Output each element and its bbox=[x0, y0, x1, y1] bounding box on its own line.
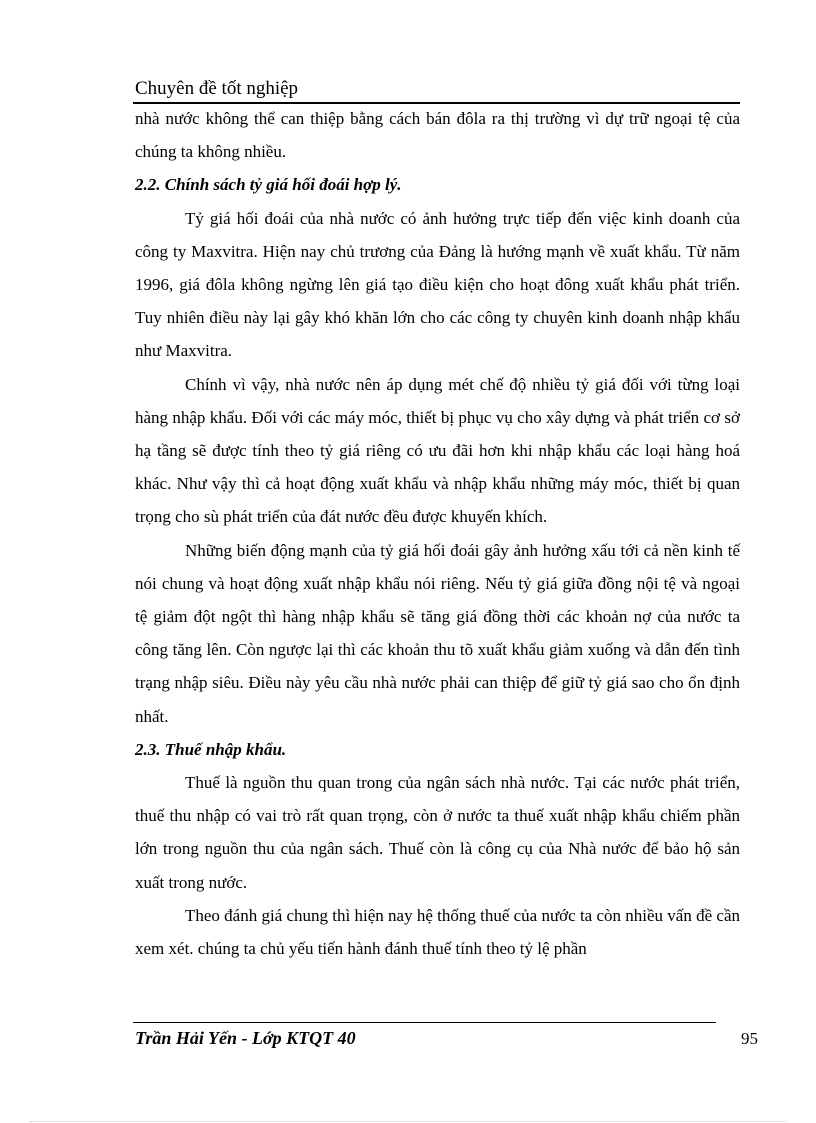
paragraph: Thuế là nguồn thu quan trong của ngân sách nhà nước. Tại các nước phát triển, thuế thu nhập có vai trò rất quan trọng, còn ở nước ta thuế xuất nhập khẩu chiếm phần lớn trong nguồn thu của ngân sách. Thuế còn là công cụ của Nhà nước để bảo hộ sản xuất trong nước. bbox=[135, 773, 740, 892]
paragraph: Những biến động mạnh của tỷ giá hối đoái gây ảnh hưởng xấu tới cả nền kinh tế nói chung và hoạt động xuất nhập khẩu nói riêng. Nếu tỷ giá giữa đồng nội tệ và ngoại tệ giảm đột ngột thì hàng nhập khẩu sẽ tăng giá đồng thời các khoản nợ của nước ta công tăng lên. Còn ngược lại thì các khoản thu tõ xuất khẩu giảm xuống và dẫn đến tình trạng nhập siêu. Điều này yêu cầu nhà nước phải can thiệp để giữ tỷ giá sao cho ổn định nhất. bbox=[135, 540, 740, 726]
footer-author: Trần Hải Yến - Lớp KTQT 40 bbox=[135, 1028, 356, 1048]
section-heading-2-3: 2.3. Thuế nhập khẩu. bbox=[135, 739, 287, 759]
page-header-title: Chuyên đề tốt nghiệp bbox=[135, 78, 299, 99]
footer-divider bbox=[133, 1022, 716, 1023]
paragraph: Tỷ giá hối đoái của nhà nước có ảnh hưởng trực tiếp đến việc kinh doanh của công ty Maxvitra. Hiện nay chủ trương của Đảng là hướng mạnh về xuất khẩu. Từ năm 1996, giá đôla không ngừng lên giá tạo điều kiện cho hoạt đông xuất khẩu phát triển. Tuy nhiên điều này lại gây khó khăn lớn cho các công ty chuyên kinh doanh nhập khẩu như Maxvitra. bbox=[135, 208, 740, 361]
paragraph-continuation: nhà nước không thể can thiệp bằng cách bán đôla ra thị trường vì dự trữ ngoại tệ của chúng ta không nhiều. bbox=[135, 109, 740, 162]
paragraph: Theo đánh giá chung thì hiện nay hệ thống thuế của nước ta còn nhiều vấn đề cần xem xét. chúng ta chủ yếu tiến hành đánh thuế tính theo tỷ lệ phần bbox=[135, 905, 740, 959]
paragraph: Chính vì vậy, nhà nước nên áp dụng mét chế độ nhiều tỷ giá đối với từng loại hàng nhập khẩu. Đối với các máy móc, thiết bị phục vụ cho xây dựng và phát triển cơ sở hạ tầng sẽ được tính theo tỷ giá riêng có ưu đãi hơn khi nhập khẩu các loại hàng hoá khác. Như vậy thì cả hoạt động xuất khẩu và nhập khẩu những máy móc, thiết bị quan trọng cho sù phát triển của đát nước đều được khuyến khích. bbox=[135, 374, 740, 527]
page-bottom-border bbox=[30, 1121, 786, 1122]
section-heading-2-2: 2.2. Chính sách tỷ giá hối đoái hợp lý. bbox=[135, 175, 402, 195]
document-body bbox=[135, 102, 740, 965]
page-number: 95 bbox=[741, 1029, 758, 1048]
